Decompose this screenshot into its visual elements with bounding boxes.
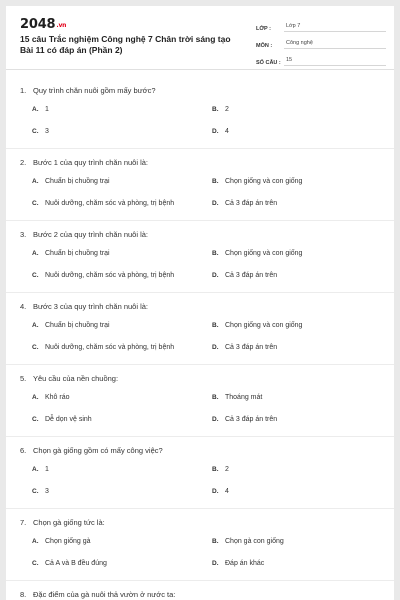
option-letter: A. [32,538,39,545]
option-text: 4 [225,488,229,495]
option-letter: D. [212,128,219,135]
meta-row-class [256,19,386,32]
option-letter: C. [32,560,39,567]
question-label: Bước 3 của quy trình chăn nuôi là: [33,302,149,311]
question-label: Quy trình chăn nuôi gồm mấy bước? [33,86,156,95]
question-label: Bước 2 của quy trình chăn nuôi là: [33,230,149,239]
option-text: Nuôi dưỡng, chăm sóc và phòng, trị bệnh [45,344,175,351]
question-number: 6. [20,446,27,455]
option-letter: D. [212,416,219,423]
option-letter: B. [212,250,219,257]
option-text: Chọn giống và con giống [225,178,303,185]
option-letter: B. [212,538,219,545]
question-label: Chọn gà giống gồm có mấy công việc? [33,446,163,455]
question-separator [6,436,394,437]
option-text: Nuôi dưỡng, chăm sóc và phòng, trị bệnh [45,272,175,279]
question-separator [6,364,394,365]
answer-option[interactable] [32,344,174,351]
answer-option[interactable] [212,106,229,113]
answer-option[interactable] [32,106,49,113]
option-text: 3 [45,128,49,135]
option-letter: C. [32,200,39,207]
option-letter: D. [212,344,219,351]
answer-option[interactable] [32,250,110,257]
meta-value: Công nghệ [284,40,386,49]
option-text: Dễ dọn vệ sinh [45,416,92,423]
option-letter: C. [32,272,39,279]
option-text: Cả 3 đáp án trên [225,272,278,279]
meta-value: 15 [284,57,386,66]
option-letter: A. [32,178,39,185]
question-text [20,230,148,239]
answer-option[interactable] [212,344,277,351]
answer-option[interactable] [212,394,262,401]
option-letter: B. [212,178,219,185]
option-letter: B. [212,394,219,401]
question-text [20,302,148,311]
answer-option[interactable] [32,322,110,329]
option-letter: A. [32,106,39,113]
answer-option[interactable] [212,416,277,423]
meta-label: LỚP : [256,26,271,32]
answer-option[interactable] [212,200,277,207]
option-text: Cả 3 đáp án trên [225,416,278,423]
logo-text: 2048 [20,17,56,32]
option-text: 2 [225,466,229,473]
question-separator [6,220,394,221]
answer-option[interactable] [212,178,302,185]
answer-option[interactable] [212,560,264,567]
option-text: Đáp án khác [225,560,265,567]
option-text: Cả 3 đáp án trên [225,344,278,351]
question-label: Đặc điểm của gà nuôi thả vườn ở nước ta: [33,590,176,599]
question-separator [6,148,394,149]
question-number: 1. [20,86,27,95]
answer-option[interactable] [212,466,229,473]
answer-option[interactable] [32,416,92,423]
option-text: 1 [45,106,49,113]
option-text: 2 [225,106,229,113]
option-letter: C. [32,416,39,423]
document-title: 15 câu Trắc nghiệm Công nghệ 7 Chân trời sáng tạo Bài 11 có đáp án (Phần 2) [20,34,231,55]
question-text [20,518,105,527]
question-label: Bước 1 của quy trình chăn nuôi là: [33,158,149,167]
option-text: Chuẩn bị chuồng trại [45,250,110,257]
option-text: Chọn giống và con giống [225,322,303,329]
site-logo[interactable] [20,17,66,32]
question-text [20,86,156,95]
question-number: 7. [20,518,27,527]
question-separator [6,580,394,581]
question-text [20,446,163,455]
meta-value: Lớp 7 [284,23,386,32]
option-letter: A. [32,394,39,401]
question-text [20,158,148,167]
meta-row-count [256,53,386,66]
option-text: Chuẩn bị chuồng trại [45,322,110,329]
option-text: Nuôi dưỡng, chăm sóc và phòng, trị bệnh [45,200,175,207]
question-text [20,374,118,383]
question-number: 5. [20,374,27,383]
option-letter: C. [32,128,39,135]
header-divider [6,69,394,70]
option-text: 4 [225,128,229,135]
option-text: Khô ráo [45,394,70,401]
option-letter: A. [32,322,39,329]
logo-suffix: .vn [56,22,67,29]
option-letter: A. [32,250,39,257]
option-text: 1 [45,466,49,473]
meta-label: SỐ CÂU : [256,60,281,66]
option-letter: B. [212,106,219,113]
option-text: Chọn giống và con giống [225,250,303,257]
option-letter: A. [32,466,39,473]
option-letter: D. [212,272,219,279]
answer-option[interactable] [32,488,49,495]
question-number: 2. [20,158,27,167]
answer-option[interactable] [212,488,229,495]
question-label: Chọn gà giống tức là: [33,518,105,527]
option-letter: D. [212,488,219,495]
option-text: Thoáng mát [225,394,263,401]
option-letter: C. [32,488,39,495]
question-separator [6,508,394,509]
option-text: Chọn giống gà [45,538,91,545]
option-text: Cả 3 đáp án trên [225,200,278,207]
meta-label: MÔN : [256,43,273,49]
answer-option[interactable] [212,322,302,329]
meta-row-subject [256,36,386,49]
answer-option[interactable] [212,272,277,279]
answer-option[interactable] [32,394,70,401]
answer-option[interactable] [212,250,302,257]
question-number: 8. [20,590,27,599]
option-text: 3 [45,488,49,495]
answer-option[interactable] [32,272,174,279]
document-page [6,6,394,600]
option-letter: D. [212,200,219,207]
question-number: 3. [20,230,27,239]
answer-option[interactable] [212,128,229,135]
answer-option[interactable] [212,538,284,545]
answer-option[interactable] [32,128,49,135]
meta-info [256,19,386,70]
answer-option[interactable] [32,538,91,545]
option-letter: B. [212,466,219,473]
option-letter: C. [32,344,39,351]
option-text: Chọn gà con giống [225,538,284,545]
question-text [20,590,175,599]
document-header [6,6,394,70]
answer-option[interactable] [32,560,107,567]
option-letter: D. [212,560,219,567]
question-label: Yêu cầu của nền chuồng: [33,374,119,383]
answer-option[interactable] [32,178,110,185]
option-text: Chuẩn bị chuồng trại [45,178,110,185]
answer-option[interactable] [32,200,174,207]
question-separator [6,292,394,293]
option-letter: B. [212,322,219,329]
question-number: 4. [20,302,27,311]
answer-option[interactable] [32,466,49,473]
option-text: Cả A và B đều đúng [45,560,107,567]
